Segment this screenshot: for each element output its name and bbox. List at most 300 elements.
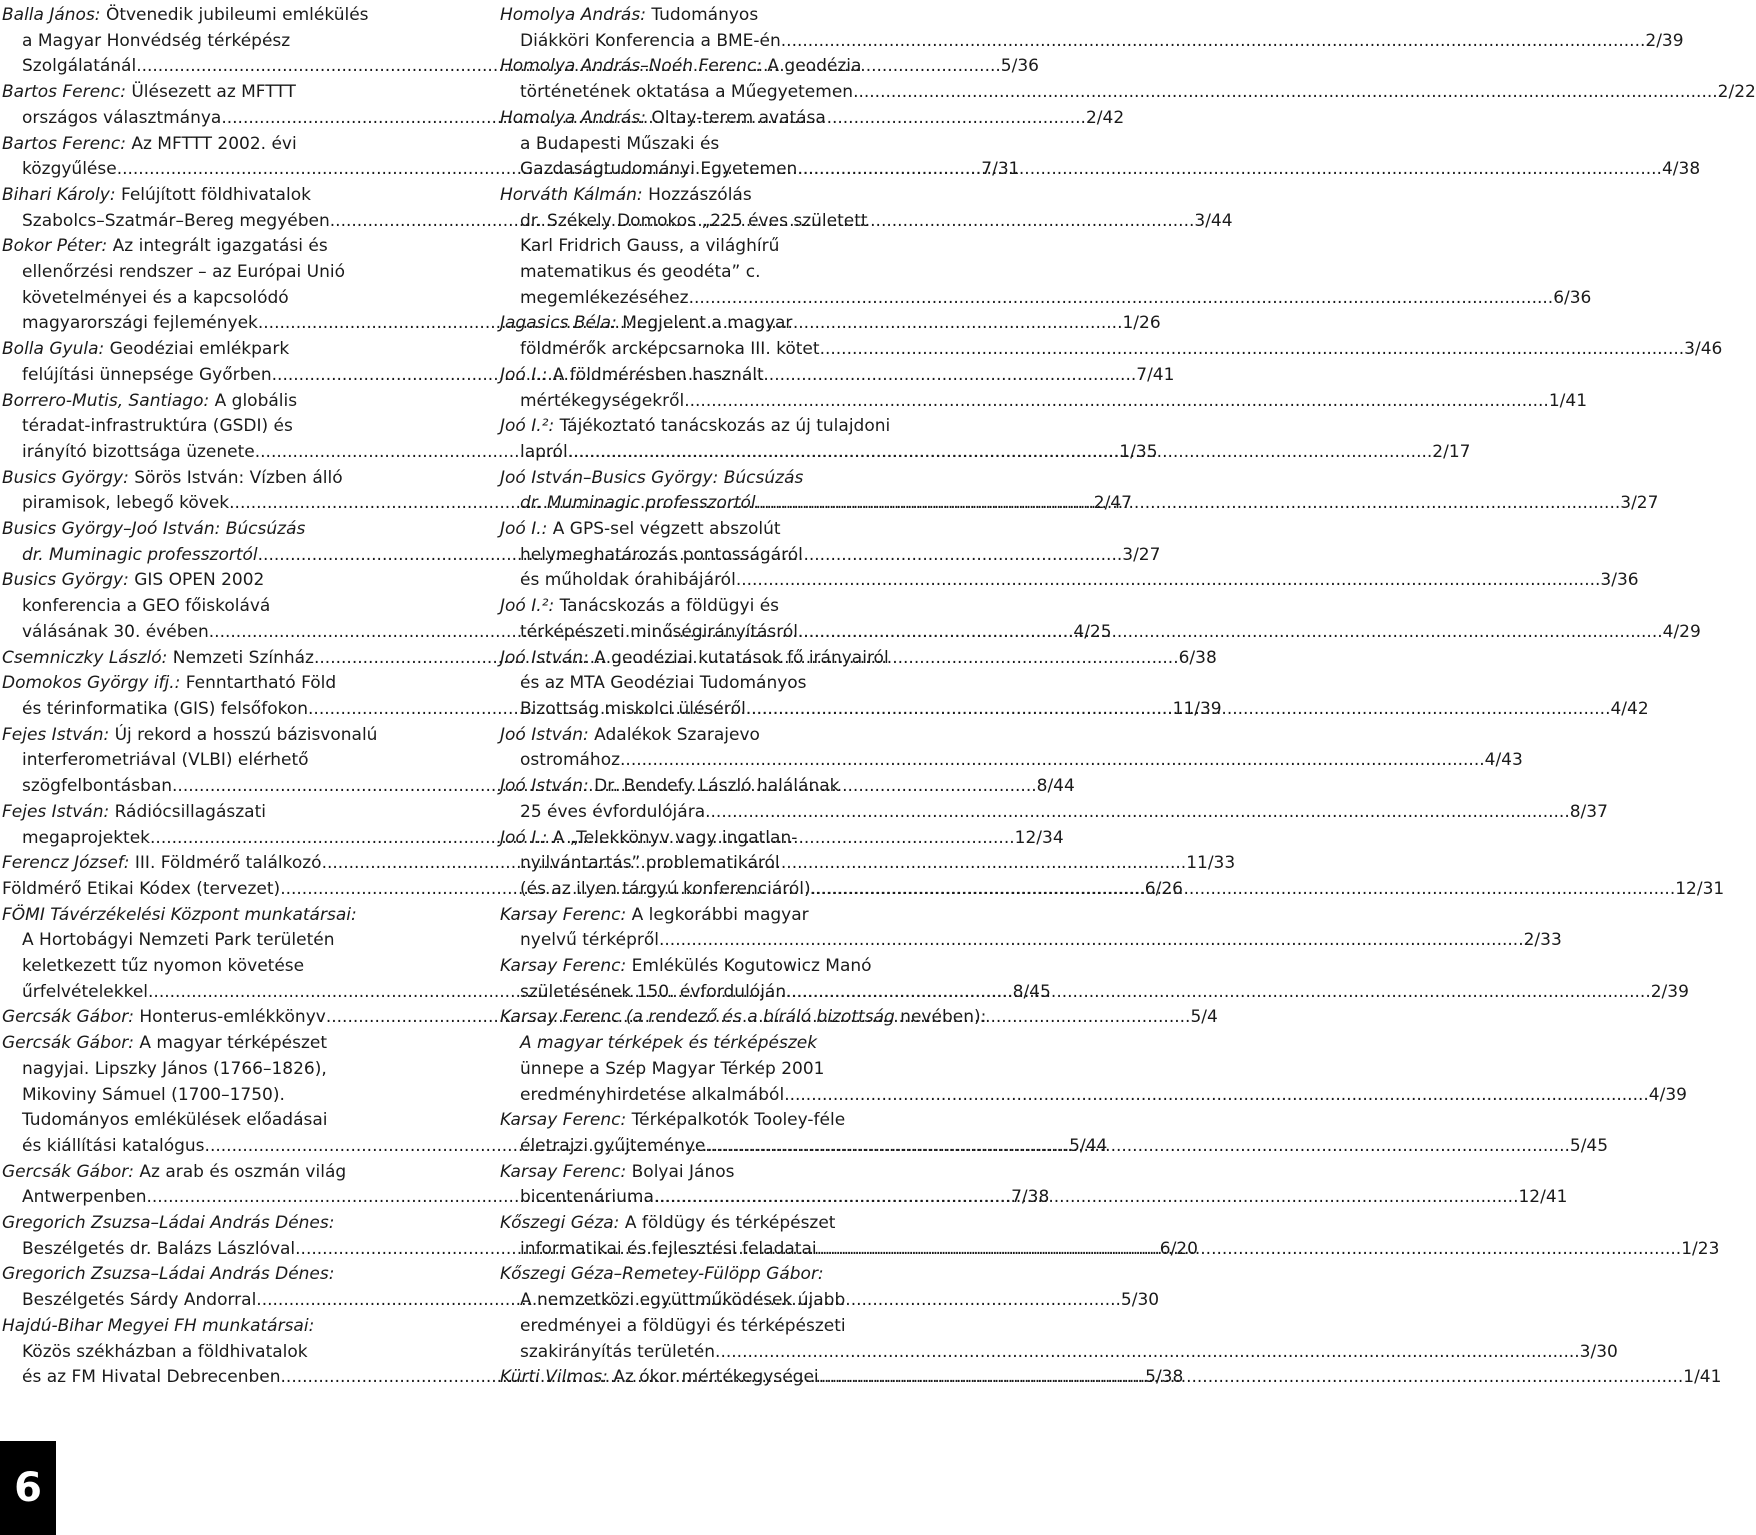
dot-leader <box>620 748 1485 774</box>
entry-line-text <box>520 1288 845 1314</box>
index-entry-line <box>500 928 1562 954</box>
issue-page-ref: 12/34 <box>1014 827 1064 848</box>
index-entry-line <box>500 3 958 29</box>
index-entry-line <box>500 1005 987 1031</box>
issue-page-ref: 8/37 <box>1569 801 1608 822</box>
entry-title: térképészeti minőségirányításról <box>520 621 799 642</box>
issue-page-ref: 3/46 <box>1684 339 1723 360</box>
dot-leader <box>853 80 1718 106</box>
entry-title: Beszélgetés Sárdy Andorral <box>22 1290 257 1311</box>
entry-line-text <box>520 80 853 106</box>
entry-title: Térképalkotók Tooley-féle <box>626 1110 846 1131</box>
entry-title: Tanácskozás a földügyi és <box>554 596 780 617</box>
entry-line-text <box>500 774 839 800</box>
entry-line-text <box>2 568 264 594</box>
entry-author: Busics György: <box>2 467 129 488</box>
issue-page-ref: 7/38 <box>1011 1187 1050 1208</box>
entry-line-text <box>22 1108 328 1134</box>
issue-page-ref: 5/45 <box>1569 1135 1609 1156</box>
entry-line-text <box>500 183 752 209</box>
index-entry-line <box>2 748 460 774</box>
issue-page-ref: 5/44 <box>1069 1135 1108 1156</box>
entry-line-text <box>520 1314 846 1340</box>
entry-author: Bihari Károly: <box>2 184 116 205</box>
entry-title: dr. Székely Domokos „225 éves született <box>520 210 868 231</box>
entry-title: közgyűlése <box>22 159 117 180</box>
entry-title: nyelvű térképről <box>520 930 659 951</box>
entry-title: Oltay-terem avatása <box>645 107 826 128</box>
entry-title: Dr. Bendefy László halálának <box>588 776 840 797</box>
entry-line-text <box>22 491 229 517</box>
entry-title: történetének oktatása a Műegyetemen <box>520 82 854 103</box>
index-entry-line <box>2 903 460 929</box>
entry-line-text <box>2 183 311 209</box>
entry-title: Emlékülés Kogutowicz Manó <box>626 956 872 977</box>
entry-line-text <box>520 671 807 697</box>
index-entry-line <box>2 389 460 415</box>
entry-author: Csemniczky László: <box>2 647 168 668</box>
entry-title: A magyar térképek és térképészek <box>520 1033 818 1054</box>
entry-title: téradat-infrastruktúra (GSDI) és <box>22 416 293 437</box>
entry-line-text <box>22 594 270 620</box>
entry-line-text <box>22 29 290 55</box>
entry-title: Karl Fridrich Gauss, a világhírű <box>520 236 780 257</box>
entry-author: Joó István–Busics György: <box>500 467 719 488</box>
dot-leader <box>784 1083 1649 1109</box>
entry-author: Homolya András: <box>500 5 646 25</box>
entry-line-text <box>500 1365 819 1391</box>
index-entry-line <box>2 517 460 543</box>
entry-title: GIS OPEN 2002 <box>128 570 265 591</box>
issue-page-ref: 3/30 <box>1579 1341 1618 1362</box>
entry-line-text <box>22 1083 285 1109</box>
entry-line-text <box>22 774 172 800</box>
entry-author: Joó I.: <box>500 519 548 540</box>
entry-line-text <box>520 1134 705 1160</box>
entry-author: Karsay Ferenc: <box>500 1161 627 1182</box>
entry-line-text <box>520 286 689 312</box>
entry-line-text <box>2 132 297 158</box>
entry-line-text <box>500 826 797 852</box>
dot-leader <box>736 568 1601 594</box>
index-entry-line <box>2 1108 460 1134</box>
entry-title: A földmérésben használt <box>547 364 764 385</box>
entry-line-text <box>2 903 357 929</box>
index-entry-line <box>500 286 1592 312</box>
entry-author: Homolya András–Noéh Ferenc: <box>500 56 762 77</box>
dot-leader <box>689 286 1554 312</box>
entry-author: Joó I.: <box>500 827 548 848</box>
entry-line-text <box>22 311 258 337</box>
issue-page-ref: 4/42 <box>1610 698 1649 719</box>
dot-leader <box>819 1365 1684 1391</box>
issue-page-ref: 4/29 <box>1662 621 1701 642</box>
index-entry <box>500 903 1562 954</box>
entry-author: Busics György–Joó István: <box>2 519 221 540</box>
dot-leader <box>705 1134 1570 1160</box>
entry-title: Adalékok Szarajevo <box>588 724 760 745</box>
issue-page-ref: 1/41 <box>1548 390 1588 411</box>
index-entry-line <box>2 671 460 697</box>
index-entry-line <box>500 903 958 929</box>
entry-line-text <box>500 311 792 337</box>
page-number: 6 <box>14 1465 42 1511</box>
index-entry-line <box>2 29 460 55</box>
entry-author: Kürti Vilmos: <box>500 1367 608 1388</box>
entry-line-text <box>500 1262 824 1288</box>
issue-page-ref: 7/31 <box>981 159 1020 180</box>
issue-page-ref: 4/43 <box>1484 750 1523 771</box>
entry-author: Bartos Ferenc: <box>2 82 126 103</box>
entry-line-text <box>22 54 136 80</box>
index-entry <box>500 723 1523 774</box>
entry-line-text <box>500 1211 835 1237</box>
entry-author: Ferencz József: <box>2 853 130 874</box>
issue-page-ref: 2/39 <box>1650 981 1689 1002</box>
entry-title: magyarországi fejlemények <box>22 313 258 334</box>
entry-line-text <box>22 363 272 389</box>
dot-leader <box>715 1340 1580 1366</box>
entry-line-text <box>2 1211 334 1237</box>
issue-page-ref: 6/36 <box>1553 287 1592 308</box>
entry-line-text <box>520 568 736 594</box>
index-entry-line <box>500 414 958 440</box>
entry-title: és műholdak órahibájáról <box>520 570 736 591</box>
entry-line-text <box>500 363 764 389</box>
entry-title: Búcsúzás <box>718 467 804 488</box>
index-entry-line <box>500 851 958 877</box>
entry-line-text <box>2 1314 314 1340</box>
entry-title: Közös székházban a földhivatalok <box>22 1341 308 1362</box>
entry-author: Gercsák Gábor: <box>2 1033 134 1054</box>
entry-title: Az ókor mértékegységei <box>607 1367 819 1388</box>
entry-author: Balla János: <box>2 5 101 25</box>
entry-title: Beszélgetés dr. Balázs Lászlóval <box>22 1238 296 1259</box>
entry-title: Az MFTTT 2002. évi <box>125 133 297 154</box>
entry-line-text <box>2 3 369 29</box>
entry-line-text <box>2 1160 346 1186</box>
entry-line-text <box>520 132 719 158</box>
issue-page-ref: 5/36 <box>1000 56 1039 77</box>
entry-title: ellenőrzési rendszer – az Európai Unió <box>22 262 346 283</box>
entry-title: megaprojektek <box>22 827 151 848</box>
entry-line-text <box>520 29 781 55</box>
entry-author: Hajdú-Bihar Megyei FH munkatársai: <box>2 1315 315 1336</box>
index-entry-line <box>500 800 1608 826</box>
issue-page-ref: 1/35 <box>1119 441 1158 462</box>
index-entry-line <box>500 748 1523 774</box>
entry-title: Felújított földhivatalok <box>115 184 311 205</box>
index-entry-line <box>2 414 460 440</box>
entry-line-text <box>22 697 308 723</box>
entry-title: matematikus és geodéta” c. <box>520 262 761 283</box>
index-entry-line <box>500 1211 958 1237</box>
index-entry-line <box>2 1031 460 1057</box>
issue-page-ref: 4/39 <box>1648 1084 1687 1105</box>
entry-author: Karsay Ferenc: <box>500 956 627 977</box>
entry-line-text <box>2 466 343 492</box>
dot-leader <box>705 800 1570 826</box>
entry-line-text <box>2 723 377 749</box>
entry-title: Tudományos emlékülések előadásai <box>22 1110 328 1131</box>
issue-page-ref: 11/39 <box>1172 698 1222 719</box>
entry-line-text <box>520 1237 817 1263</box>
entry-line-text <box>2 80 296 106</box>
entry-line-text <box>22 1365 281 1391</box>
index-entry-line <box>500 568 1639 594</box>
issue-page-ref: 1/26 <box>1122 313 1161 334</box>
index-entry-line <box>500 543 958 569</box>
issue-page-ref: 11/33 <box>1186 853 1236 874</box>
entry-title: A globális <box>209 390 298 411</box>
index-entry-line <box>500 517 958 543</box>
index-entry-line <box>500 826 958 852</box>
entry-line-text <box>2 337 289 363</box>
index-entry-line <box>2 594 460 620</box>
entry-title: Földmérő Etikai Kódex (tervezet) <box>2 878 281 899</box>
index-entry-line <box>500 466 958 492</box>
issue-page-ref: 5/4 <box>1190 1007 1218 1028</box>
entry-title: piramisok, lebegő kövek <box>22 493 230 514</box>
entry-line-text <box>520 389 684 415</box>
page-number-tab <box>0 1441 56 1535</box>
entry-author: Karsay Ferenc: <box>500 904 627 925</box>
entry-title: és az FM Hivatal Debrecenben <box>22 1367 281 1388</box>
entry-line-text <box>520 1083 784 1109</box>
entry-title: III. Földmérő találkozó <box>129 853 322 874</box>
index-entry-line <box>2 466 460 492</box>
entry-line-text <box>2 800 266 826</box>
entry-title: Bizottság miskolci üléséről <box>520 698 746 719</box>
entry-line-text <box>22 157 117 183</box>
index-entry-line <box>2 183 460 209</box>
entry-line-text <box>500 106 826 132</box>
entry-title: követelményei és a kapcsolódó <box>22 287 289 308</box>
entry-title: Tájékoztató tanácskozás az új tulajdoni <box>554 416 891 437</box>
entry-line-text <box>22 209 330 235</box>
dot-leader <box>786 980 1651 1006</box>
issue-page-ref: 2/22 <box>1717 82 1756 103</box>
index-entry-line <box>2 234 460 260</box>
entry-author: Joó István: <box>500 724 589 745</box>
entry-title: válásának 30. évében <box>22 621 209 642</box>
entry-line-text <box>2 1031 327 1057</box>
index-entry-line <box>500 54 958 80</box>
entry-line-text <box>520 1340 715 1366</box>
entry-title: Geodéziai emlékpark <box>104 339 290 360</box>
issue-page-ref: 4/38 <box>1661 159 1701 180</box>
entry-title: és az MTA Geodéziai Tudományos <box>520 673 807 694</box>
entry-line-text <box>22 980 148 1006</box>
entry-line-text <box>520 697 746 723</box>
index-entry-line <box>500 723 958 749</box>
entry-line-text <box>520 928 659 954</box>
issue-page-ref: 2/47 <box>1093 493 1132 514</box>
entry-line-text <box>520 748 620 774</box>
index-entry-line <box>500 183 958 209</box>
entry-title: Az integrált igazgatási és <box>107 236 328 257</box>
entry-title: eredményei a földügyi és térképészeti <box>520 1315 846 1336</box>
entry-author: FÖMI Távérzékelési Központ munkatársai: <box>2 904 357 925</box>
issue-page-ref: 3/36 <box>1600 570 1639 591</box>
entry-line-text <box>500 1160 735 1186</box>
issue-page-ref: 3/27 <box>1620 493 1659 514</box>
index-entry-line <box>500 209 958 235</box>
index-entry-line <box>2 1057 460 1083</box>
entry-line-text <box>2 646 314 672</box>
entry-title: a Budapesti Műszaki és <box>520 133 720 154</box>
dot-leader <box>659 928 1524 954</box>
entry-line-text <box>500 1005 986 1031</box>
entry-line-text <box>22 1134 205 1160</box>
dot-leader <box>568 440 1433 466</box>
entry-line-text <box>520 491 756 517</box>
entry-line-text <box>2 517 305 543</box>
entry-title: Hozzászólás <box>642 184 752 205</box>
entry-line-text <box>500 414 890 440</box>
entry-line-text <box>520 1057 824 1083</box>
entry-title: Honterus-emlékkönyv <box>134 1007 326 1028</box>
issue-page-ref: 6/26 <box>1144 878 1183 899</box>
entry-line-text <box>22 543 258 569</box>
index-entry-line <box>500 1262 958 1288</box>
dot-leader <box>798 620 1663 646</box>
entry-line-text <box>500 954 872 980</box>
entry-author: Joó István: <box>500 776 589 797</box>
dot-leader <box>756 491 1621 517</box>
entry-line-text <box>22 928 334 954</box>
entry-line-text <box>2 389 297 415</box>
entry-title: (és az ilyen tárgyú konferenciáról) <box>520 878 811 899</box>
entry-title: Sörös István: Vízben álló <box>128 467 343 488</box>
entry-title: A földügy és térképészet <box>619 1213 836 1234</box>
issue-page-ref: 12/41 <box>1518 1187 1568 1208</box>
index-entry-line <box>2 800 460 826</box>
entry-author: Domokos György ifj.: <box>2 673 181 694</box>
entry-author: Joó I.²: <box>500 416 555 437</box>
dot-leader <box>817 1237 1682 1263</box>
entry-title: Ötvenedik jubileumi emlékülés <box>100 5 369 25</box>
index-entry-line <box>500 234 958 260</box>
dot-leader <box>781 29 1646 55</box>
entry-line-text <box>520 877 811 903</box>
entry-title: A geodéziai kutatások fő irányairól <box>588 647 889 668</box>
entry-author: Fejes István: <box>2 724 110 745</box>
entry-author: Gercsák Gábor: <box>2 1007 134 1028</box>
issue-page-ref: 3/44 <box>1194 210 1233 231</box>
entry-title: Fenntartható Föld <box>180 673 337 694</box>
entry-author: Bolla Gyula: <box>2 339 105 360</box>
entry-title: konferencia a GEO főiskolává <box>22 596 271 617</box>
entry-title: Gazdaságtudományi Egyetemen <box>520 159 798 180</box>
entry-line-text <box>520 260 761 286</box>
entry-title: ostromához <box>520 750 621 771</box>
index-entry-line <box>500 1160 958 1186</box>
entry-title: interferometriával (VLBI) elérhető <box>22 750 309 771</box>
entry-title: földmérők arcképcsarnoka III. kötet <box>520 339 820 360</box>
dot-leader <box>746 697 1611 723</box>
issue-page-ref: 8/44 <box>1036 776 1075 797</box>
entry-line-text <box>500 723 760 749</box>
index-entry-line <box>500 337 1723 363</box>
entry-author: Gregorich Zsuzsa–Ládai András Dénes: <box>2 1264 335 1285</box>
entry-title: eredményhirdetése alkalmából <box>520 1084 785 1105</box>
entry-line-text <box>2 851 322 877</box>
issue-page-ref: 5/38 <box>1145 1367 1184 1388</box>
entry-line-text <box>520 543 803 569</box>
entry-line-text <box>520 1031 817 1057</box>
entry-title: születésének 150. évfordulóján <box>520 981 787 1002</box>
index-entry-line <box>2 3 460 29</box>
issue-page-ref: 7/41 <box>1136 364 1175 385</box>
entry-title: A Hortobágyi Nemzeti Park területén <box>22 930 335 951</box>
index-entry-line <box>2 1211 460 1237</box>
entry-author: Jagasics Béla: <box>500 313 617 334</box>
issue-page-ref: 6/38 <box>1178 647 1217 668</box>
entry-line-text <box>22 620 209 646</box>
index-entry-line <box>2 928 460 954</box>
index-entry-line <box>500 363 958 389</box>
entry-title: Mikoviny Sámuel (1700–1750). <box>22 1084 285 1105</box>
entry-title: bicentenáriuma <box>520 1187 654 1208</box>
entry-title: országos választmánya <box>22 107 222 128</box>
entry-line-text <box>500 517 781 543</box>
index-entry-line <box>500 594 958 620</box>
index-entry-line <box>2 954 460 980</box>
entry-author: Gercsák Gábor: <box>2 1161 134 1182</box>
issue-page-ref: 1/41 <box>1683 1367 1722 1388</box>
entry-author: Bartos Ferenc: <box>2 133 126 154</box>
dot-leader <box>684 389 1549 415</box>
entry-title: A GPS-sel végzett abszolút <box>547 519 781 540</box>
entry-line-text <box>22 286 289 312</box>
entry-line-text <box>520 620 798 646</box>
entry-title: Diákköri Konferencia a BME-én <box>520 30 781 51</box>
entry-author: Joó István: <box>500 647 589 668</box>
issue-page-ref: 5/30 <box>1120 1290 1160 1311</box>
entry-title: Bolyai János <box>626 1161 735 1182</box>
index-entry-line <box>2 1262 460 1288</box>
issue-page-ref: 4/25 <box>1073 621 1112 642</box>
index-entry-line <box>2 1340 460 1366</box>
index-entry-line <box>500 1288 958 1314</box>
entry-line-text <box>22 1185 146 1211</box>
entry-author: Horváth Kálmán: <box>500 184 643 205</box>
issue-page-ref: 1/23 <box>1681 1238 1720 1259</box>
index-entry-line <box>2 1314 460 1340</box>
entry-line-text <box>22 954 304 980</box>
entry-title: dr. Muminagic professzortól <box>520 493 756 514</box>
entry-title: szakirányítás területén <box>520 1341 716 1362</box>
entry-title: Megjelent a magyar <box>616 313 793 334</box>
entry-line-text <box>22 414 293 440</box>
entry-line-text <box>520 440 568 466</box>
index-entry-line <box>2 337 460 363</box>
entry-title: életrajzi gyűjteménye <box>520 1135 706 1156</box>
index-entry-line <box>500 389 1588 415</box>
entry-title: megemlékezéséhez <box>520 287 689 308</box>
entry-line-text <box>520 234 779 260</box>
issue-page-ref: 3/27 <box>1122 544 1161 565</box>
entry-line-text <box>22 1057 327 1083</box>
index-entry-line <box>2 1160 460 1186</box>
issue-page-ref: 8/45 <box>1012 981 1051 1002</box>
index-entry-line <box>500 1031 958 1057</box>
entry-line-text <box>22 260 345 286</box>
index-entry-line <box>500 1314 958 1340</box>
entry-author: Homolya András: <box>500 107 646 128</box>
entry-author: Joó I.: <box>500 364 548 385</box>
